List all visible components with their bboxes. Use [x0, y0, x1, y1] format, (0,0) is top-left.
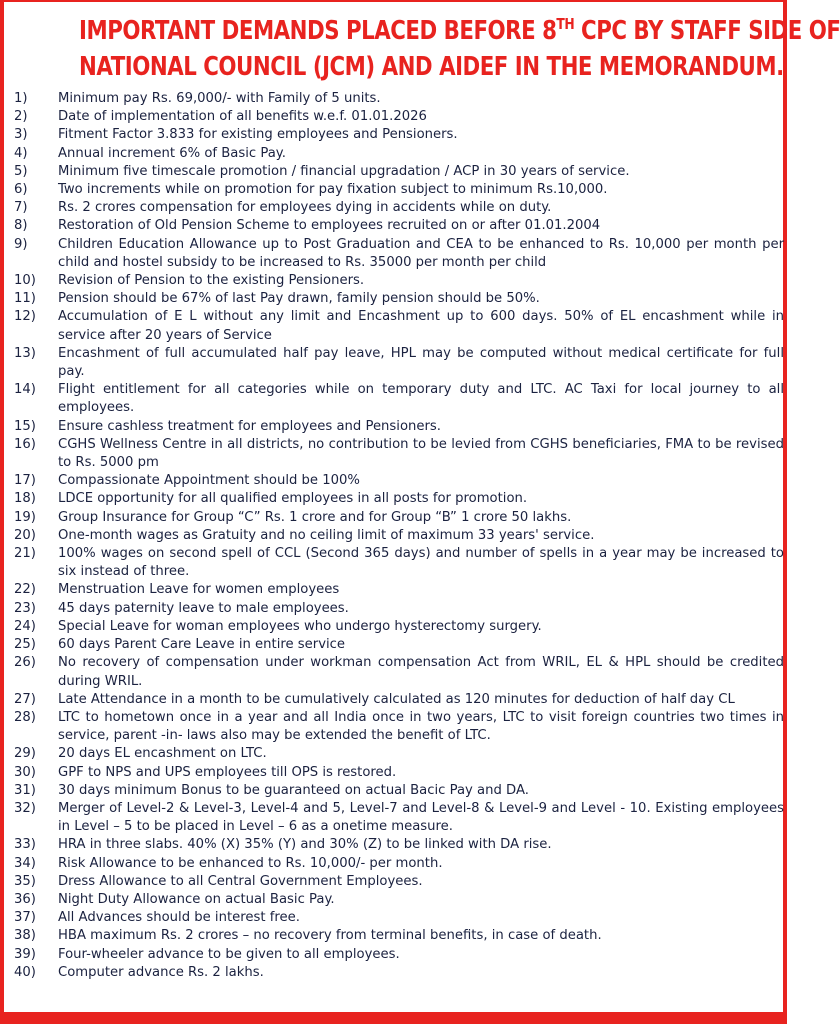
- item-number: 40): [14, 964, 36, 980]
- title-line-1: IMPORTANT DEMANDS PLACED BEFORE 8TH CPC BY STAFF SIDE OF: [79, 15, 840, 46]
- item-text: 45 days paternity leave to male employees.: [58, 600, 349, 616]
- item-number: 5): [14, 163, 28, 179]
- list-item: [14, 108, 784, 126]
- item-number: 31): [14, 782, 36, 798]
- list-item: [14, 873, 784, 891]
- list-item: [14, 927, 784, 945]
- list-item: [14, 308, 784, 344]
- item-text: HBA maximum Rs. 2 crores – no recovery from terminal benefits, in case of death.: [58, 928, 602, 944]
- item-number: 3): [14, 127, 28, 143]
- item-text: Night Duty Allowance on actual Basic Pay.: [58, 891, 335, 907]
- item-text: LTC to hometown once in a year and all India once in two years, LTC to visit foreign countries two times in service, parent -in- laws also may be extended the benefit of LTC.: [58, 709, 784, 744]
- item-text: LDCE opportunity for all qualified employees in all posts for promotion.: [58, 491, 528, 507]
- list-item: [14, 709, 784, 745]
- item-number: 11): [14, 291, 36, 307]
- page-title: [79, 6, 840, 85]
- item-number: 19): [14, 509, 36, 525]
- item-number: 25): [14, 637, 36, 653]
- item-text: HRA in three slabs. 40% (X) 35% (Y) and 30% (Z) to be linked with DA rise.: [58, 837, 552, 853]
- list-item: [14, 272, 784, 290]
- item-number: 26): [14, 655, 36, 671]
- item-text: Dress Allowance to all Central Government Employees.: [58, 873, 423, 889]
- item-number: 35): [14, 873, 36, 889]
- list-item: [14, 381, 784, 417]
- item-number: 24): [14, 618, 36, 634]
- item-text: Ensure cashless treatment for employees and Pensioners.: [58, 418, 441, 434]
- item-text: Annual increment 6% of Basic Pay.: [58, 145, 286, 161]
- item-number: 30): [14, 764, 36, 780]
- item-number: 34): [14, 855, 36, 871]
- list-item: [14, 855, 784, 873]
- item-number: 17): [14, 473, 36, 489]
- item-text: No recovery of compensation under workman compensation Act from WRIL, EL & HPL should be credited during WRIL.: [58, 655, 784, 689]
- item-number: 15): [14, 418, 36, 434]
- list-item: [14, 199, 784, 217]
- item-number: 9): [14, 236, 28, 252]
- demands-list: [14, 90, 784, 982]
- item-text: Fitment Factor 3.833 for existing employees and Pensioners.: [58, 127, 458, 143]
- list-item: [14, 181, 784, 199]
- item-text: Risk Allowance to be enhanced to Rs. 10,000/- per month.: [58, 855, 443, 871]
- item-text: 60 days Parent Care Leave in entire service: [58, 637, 346, 653]
- list-item: [14, 600, 784, 618]
- item-text: Accumulation of E L without any limit and Encashment up to 600 days. 50% of EL encashment while in service after 20 years of Service: [58, 309, 784, 343]
- title-line-2: NATIONAL COUNCIL (JCM) AND AIDEF IN THE MEMORANDUM.: [79, 52, 784, 82]
- item-number: 18): [14, 491, 36, 507]
- item-text: One-month wages as Gratuity and no ceiling limit of maximum 33 years' service.: [58, 527, 595, 543]
- item-number: 27): [14, 691, 36, 707]
- item-number: 8): [14, 218, 28, 234]
- list-item: [14, 654, 784, 690]
- item-text: Group Insurance for Group “C” Rs. 1 crore and for Group “B” 1 crore 50 lakhs.: [58, 509, 572, 525]
- list-item: [14, 946, 784, 964]
- list-item: [14, 90, 784, 108]
- item-text: Four-wheeler advance to be given to all employees.: [58, 946, 400, 962]
- item-text: Flight entitlement for all categories while on temporary duty and LTC. AC Taxi for local journey to all employees.: [58, 382, 784, 416]
- list-item: [14, 618, 784, 636]
- list-item: [14, 836, 784, 854]
- item-text: Compassionate Appointment should be 100%: [58, 473, 360, 489]
- list-item: [14, 581, 784, 599]
- item-text: Merger of Level-2 & Level-3, Level-4 and 5, Level-7 and Level-8 & Level-9 and Level - 10. Existing employees in Level – 5 to be placed in Level – 6 as a onetime measure.: [58, 800, 784, 835]
- list-item: [14, 418, 784, 436]
- item-number: 12): [14, 309, 36, 325]
- list-item: [14, 782, 784, 800]
- list-item: [14, 691, 784, 709]
- item-number: 29): [14, 746, 36, 762]
- list-item: [14, 345, 784, 381]
- list-item: [14, 527, 784, 545]
- item-number: 13): [14, 345, 36, 361]
- list-item: [14, 236, 784, 272]
- item-text: Late Attendance in a month to be cumulatively calculated as 120 minutes for deduction of half day CL: [58, 691, 735, 707]
- item-text: Date of implementation of all benefits w.e.f. 01.01.2026: [58, 109, 427, 125]
- item-number: 37): [14, 910, 36, 926]
- list-item: [14, 436, 784, 472]
- item-text: Special Leave for woman employees who undergo hysterectomy surgery.: [58, 618, 542, 634]
- list-item: [14, 545, 784, 581]
- item-text: 100% wages on second spell of CCL (Second 365 days) and number of spells in a year may be increased to six instead of three.: [58, 546, 784, 580]
- item-number: 14): [14, 382, 36, 398]
- list-item: [14, 745, 784, 763]
- item-text: Computer advance Rs. 2 lakhs.: [58, 964, 264, 980]
- list-item: [14, 472, 784, 490]
- item-text: Children Education Allowance up to Post Graduation and CEA to be enhanced to Rs. 10,000 per month per child and hostel subsidy to be increased to Rs. 35000 per month per child: [58, 236, 784, 270]
- item-number: 7): [14, 200, 28, 216]
- list-item: [14, 217, 784, 235]
- list-item: [14, 636, 784, 654]
- item-number: 36): [14, 891, 36, 907]
- list-item: [14, 764, 784, 782]
- item-number: 23): [14, 600, 36, 616]
- item-number: 32): [14, 800, 36, 816]
- item-text: GPF to NPS and UPS employees till OPS is restored.: [58, 764, 397, 780]
- list-item: [14, 145, 784, 163]
- item-number: 22): [14, 582, 36, 598]
- list-item: [14, 290, 784, 308]
- item-text: Rs. 2 crores compensation for employees dying in accidents while on duty.: [58, 200, 552, 216]
- item-number: 38): [14, 928, 36, 944]
- item-text: 20 days EL encashment on LTC.: [58, 746, 267, 762]
- item-number: 6): [14, 182, 28, 198]
- list-item: [14, 509, 784, 527]
- item-number: 1): [14, 91, 28, 106]
- item-number: 20): [14, 527, 36, 543]
- item-text: Revision of Pension to the existing Pensioners.: [58, 273, 365, 289]
- item-text: CGHS Wellness Centre in all districts, no contribution to be levied from CGHS beneficiaries, FMA to be revised to Rs. 5000 pm: [58, 436, 784, 471]
- item-text: Encashment of full accumulated half pay leave, HPL may be computed without medical certificate for full pay.: [58, 345, 784, 380]
- list-item: [14, 964, 784, 982]
- list-item: [14, 909, 784, 927]
- list-item: [14, 126, 784, 144]
- item-number: 4): [14, 145, 28, 161]
- item-number: 2): [14, 109, 28, 125]
- item-text: Pension should be 67% of last Pay drawn, family pension should be 50%.: [58, 291, 540, 307]
- item-number: 10): [14, 273, 36, 289]
- item-text: 30 days minimum Bonus to be guaranteed on actual Bacic Pay and DA.: [58, 782, 529, 798]
- item-number: 39): [14, 946, 36, 962]
- list-item: [14, 891, 784, 909]
- item-text: Minimum pay Rs. 69,000/- with Family of 5 units.: [58, 91, 381, 106]
- item-text: Two increments while on promotion for pay fixation subject to minimum Rs.10,000.: [58, 182, 608, 198]
- item-text: Minimum five timescale promotion / financial upgradation / ACP in 30 years of service.: [58, 163, 630, 179]
- item-number: 33): [14, 837, 36, 853]
- list-item: [14, 163, 784, 181]
- item-text: Menstruation Leave for women employees: [58, 582, 340, 598]
- item-text: Restoration of Old Pension Scheme to employees recruited on or after 01.01.2004: [58, 218, 601, 234]
- list-item: [14, 490, 784, 508]
- item-text: All Advances should be interest free.: [58, 910, 300, 926]
- list-item: [14, 800, 784, 836]
- item-number: 28): [14, 709, 36, 725]
- item-number: 16): [14, 436, 36, 452]
- item-number: 21): [14, 546, 36, 562]
